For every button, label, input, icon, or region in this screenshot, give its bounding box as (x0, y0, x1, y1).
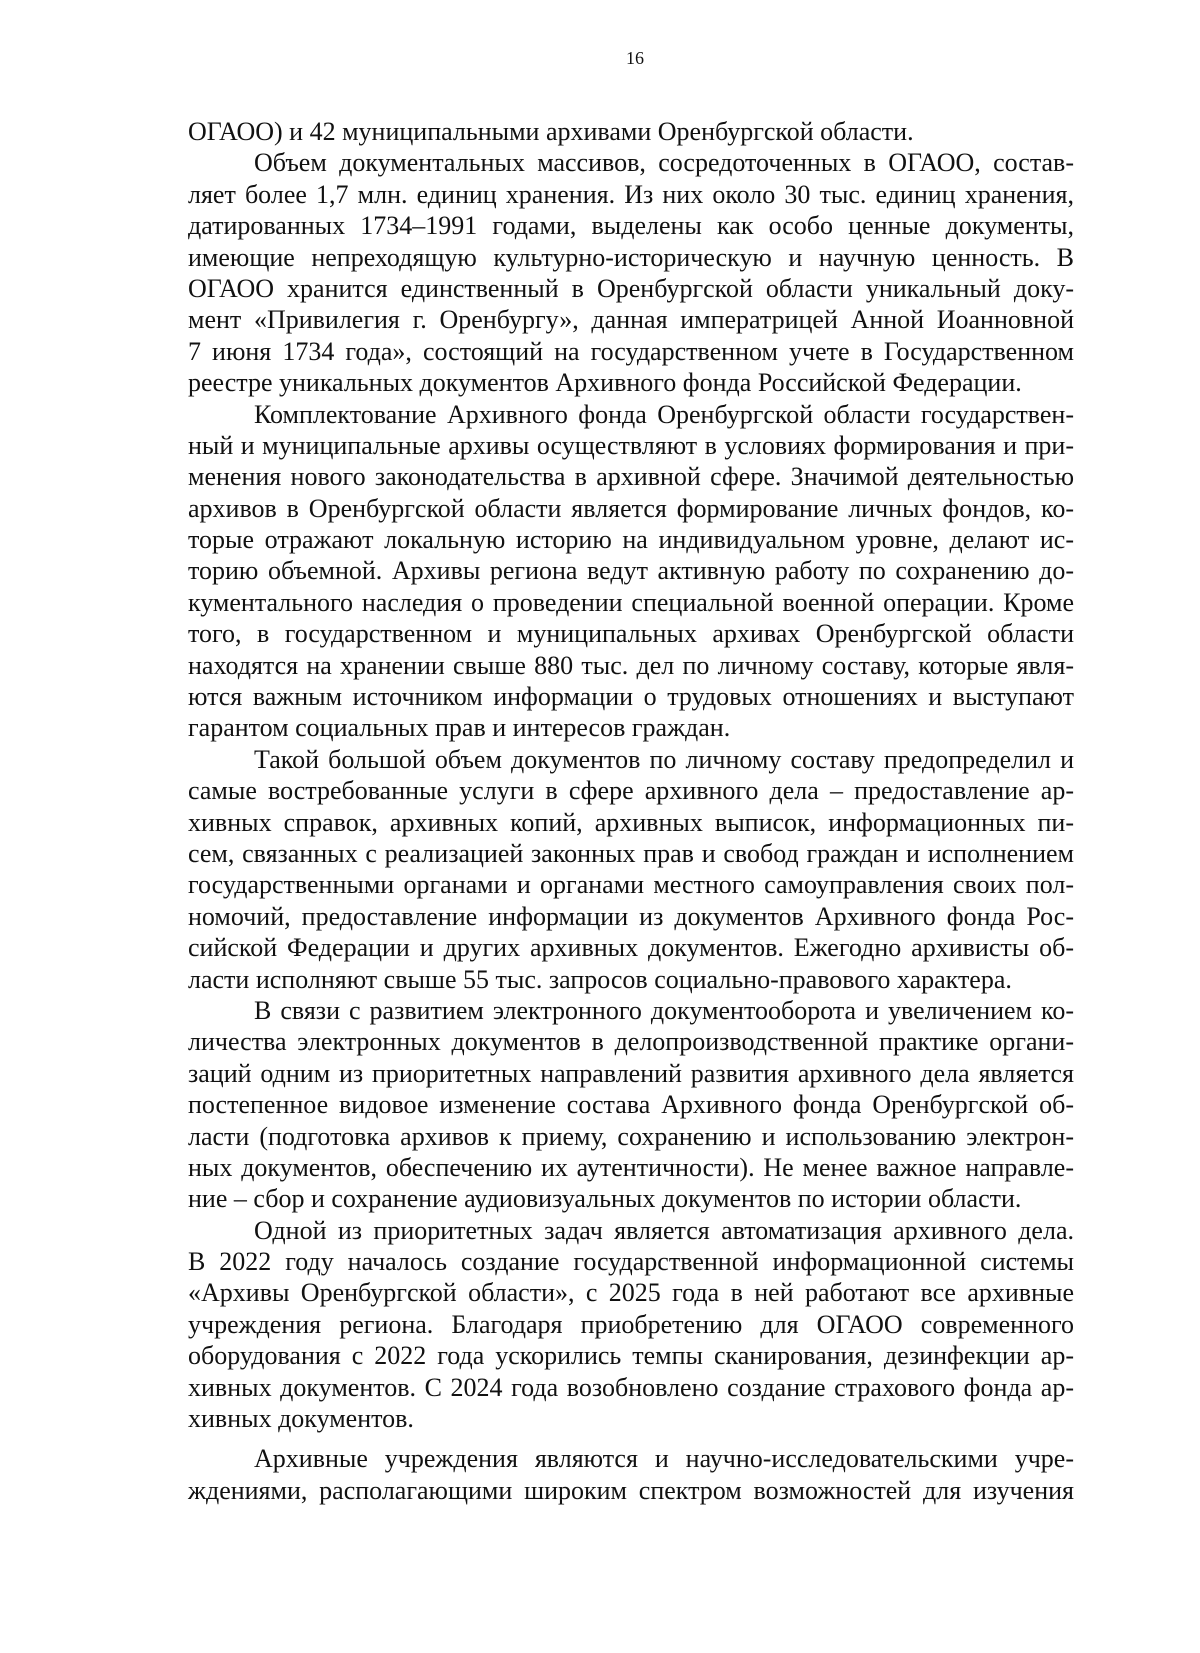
text-line: ных документов, обеспечению их аутентичности). Не менее важное направле- (188, 1152, 1074, 1182)
text-line: Объем документальных массивов, сосредоточенных в ОГАОО, состав- (254, 148, 1074, 178)
text-line: Комплектование Архивного фонда Оренбургской области государствен- (254, 399, 1074, 429)
paragraph-spacer (188, 1434, 1074, 1443)
text-line: хивных справок, архивных копий, архивных выписок, информационных пи- (188, 807, 1074, 837)
text-line: ОГАОО) и 42 муниципальными архивами Оренбургской области. (188, 117, 914, 146)
text-line: заций одним из приоритетных направлений развития архивного дела является (188, 1058, 1074, 1088)
text-line: учреждения региона. Благодаря приобретению для ОГАОО современного (188, 1309, 1074, 1339)
text-line: кументального наследия о проведении специальной военной операции. Кроме (188, 587, 1074, 617)
text-line: того, в государственном и муниципальных архивах Оренбургской области (188, 619, 1074, 649)
text-line: хивных документов. С 2024 года возобновлено создание страхового фонда ар- (188, 1372, 1074, 1402)
text-line: ласти исполняют свыше 55 тыс. запросов социально-правового характера. (188, 964, 1012, 994)
text-line: 7 июня 1734 года», состоящий на государственном учете в Государственном (188, 336, 1074, 366)
text-line: ляет более 1,7 млн. единиц хранения. Из них около 30 тыс. единиц хранения, (188, 179, 1074, 209)
text-line: архивов в Оренбургской области является формирование личных фондов, ко- (188, 493, 1074, 523)
text-line: ются важным источником информации о трудовых отношениях и выступают (188, 682, 1074, 712)
text-line: ный и муниципальные архивы осуществляют в условиях формирования и при- (188, 430, 1074, 460)
text-line: торию объемной. Архивы региона ведут активную работу по сохранению до- (188, 556, 1074, 586)
text-line: ОГАОО хранится единственный в Оренбургской области уникальный доку- (188, 273, 1074, 303)
text-line: В связи с развитием электронного документооборота и увеличением ко- (254, 995, 1074, 1025)
text-line: постепенное видовое изменение состава Архивного фонда Оренбургской об- (188, 1090, 1074, 1120)
text-line: Такой большой объем документов по личному составу предопределил и (254, 744, 1074, 774)
text-line: менения нового законодательства в архивной сфере. Значимой деятельностью (188, 462, 1074, 492)
text-line: ласти (подготовка архивов к приему, сохранению и использованию электрон- (188, 1121, 1074, 1151)
text-line: Одной из приоритетных задач является автоматизация архивного дела. (254, 1215, 1074, 1245)
text-line: хивных документов. (188, 1404, 414, 1434)
body-text (188, 116, 1074, 1506)
text-line: датированных 1734–1991 годами, выделены как особо ценные документы, (188, 211, 1074, 241)
text-line: номочий, предоставление информации из документов Архивного фонда Рос- (188, 901, 1074, 931)
text-line: оборудования с 2022 года ускорились темпы сканирования, дезинфекции ар- (188, 1341, 1074, 1371)
text-line: торые отражают локальную историю на индивидуальном уровне, делают ис- (188, 525, 1074, 555)
text-line: сем, связанных с реализацией законных прав и свобод граждан и исполнением (188, 838, 1074, 868)
page-number: 16 (626, 48, 644, 68)
text-line: самые востребованные услуги в сфере архивного дела – предоставление ар- (188, 776, 1074, 806)
text-line: Архивные учреждения являются и научно-исследовательскими учре- (254, 1444, 1074, 1474)
text-line: находятся на хранении свыше 880 тыс. дел по личному составу, которые явля- (188, 650, 1074, 680)
text-line: «Архивы Оренбургской области», с 2025 года в ней работают все архивные (188, 1278, 1074, 1308)
text-line: мент «Привилегия г. Оренбургу», данная императрицей Анной Иоанновной (188, 305, 1074, 335)
text-line: сийской Федерации и других архивных документов. Ежегодно архивисты об- (188, 933, 1074, 963)
text-line: В 2022 году началось создание государственной информационной системы (188, 1247, 1074, 1277)
text-line: ждениями, располагающими широким спектром возможностей для изучения (188, 1475, 1074, 1505)
text-line: гарантом социальных прав и интересов граждан. (188, 713, 731, 743)
text-line: государственными органами и органами местного самоуправления своих пол- (188, 870, 1074, 900)
text-line: личества электронных документов в делопроизводственной практике органи- (188, 1027, 1074, 1057)
text-line: имеющие непреходящую культурно-историческую и научную ценность. В (188, 242, 1074, 272)
text-line: ние – сбор и сохранение аудиовизуальных документов по истории области. (188, 1184, 1022, 1214)
text-line: реестре уникальных документов Архивного фонда Российской Федерации. (188, 368, 1022, 398)
